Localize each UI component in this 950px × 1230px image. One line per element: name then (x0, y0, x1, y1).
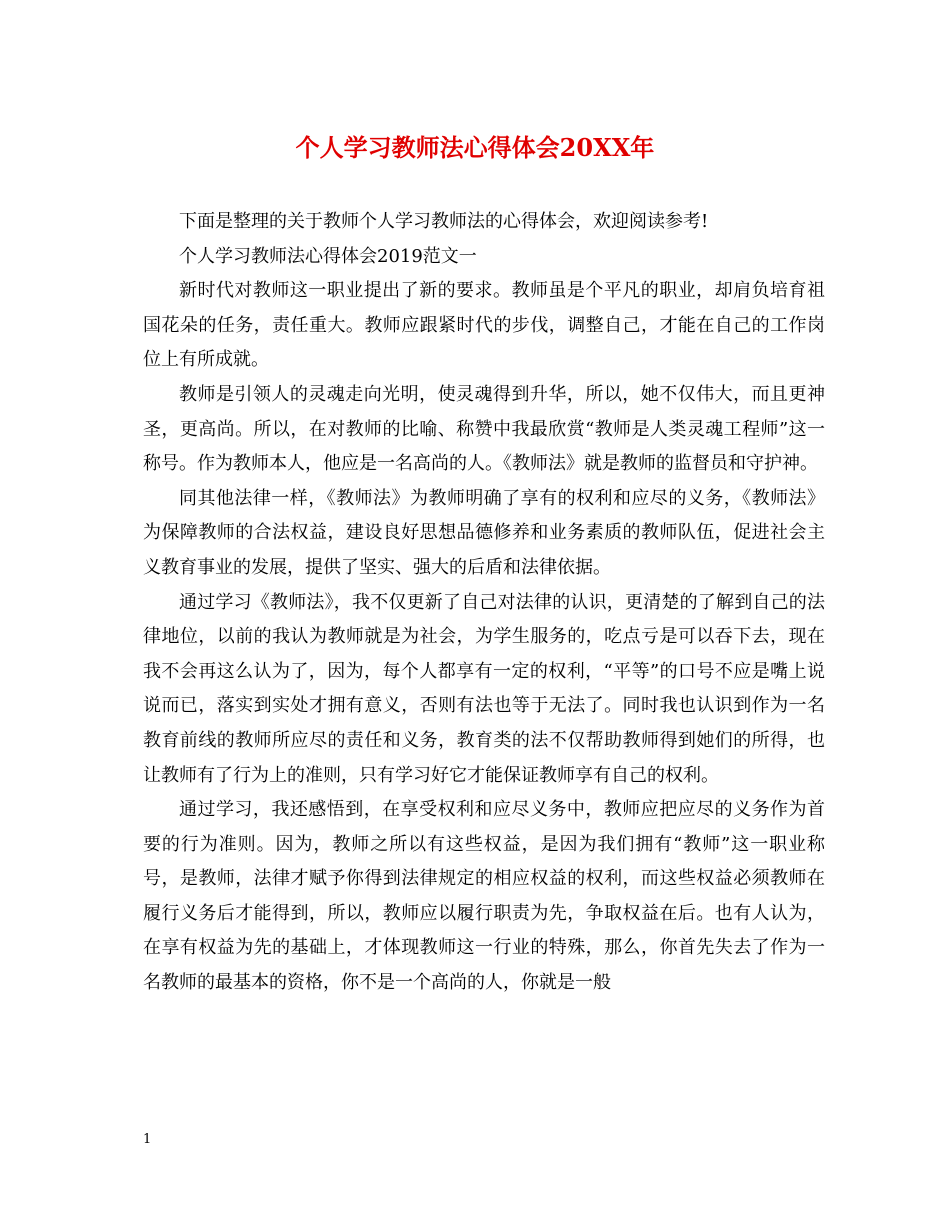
paragraph-intro: 下面是整理的关于教师个人学习教师法的心得体会，欢迎阅读参考! (179, 211, 709, 232)
paragraph-subtitle: 个人学习教师法心得体会2019范文一 (179, 245, 477, 267)
paragraph: 通过学习，我还感悟到，在享受权利和应尽义务中，教师应把应尽的义务作为首要的行为准则。因为，教师之所以有这些权益，是因为我们拥有“教师”这一职业称号，是教师，法律才赋予你得到法律规定的相应权益的权利，而这些权益必须教师在履行义务后才能得到，所以，教师应以履行职责为先，争取权益在后。也有人认为，在享有权益为先的基础上，才体现教师这一行业的特殊，那么，你首先失去了作为一名教师的最基本的资格，你不是一个高尚的人，你就是一般 (143, 799, 825, 994)
paragraph: 同其他法律一样，《教师法》为教师明确了享有的权利和应尽的义务，《教师法》为保障教师的合法权益，建设良好思想品德修养和业务素质的教师队伍，促进社会主义教育事业的发展，提供了坚实、强大的后盾和法律依据。 (143, 487, 825, 578)
paragraph: 教师是引领人的灵魂走向光明，使灵魂得到升华，所以，她不仅伟大，而且更神圣，更高尚。所以，在对教师的比喻、称赞中我最欣赏“教师是人类灵魂工程师”这一称号。作为教师本人，他应是一名高尚的人。《教师法》就是教师的监督员和守护神。 (143, 383, 825, 475)
document-title: 个人学习教师法心得体会20XX年 (295, 133, 655, 162)
page-number: 1 (143, 1132, 152, 1147)
paragraph: 新时代对教师这一职业提出了新的要求。教师虽是个平凡的职业，却肩负培育祖国花朵的任务，责任重大。教师应跟紧时代的步伐，调整自己，才能在自己的工作岗位上有所成就。 (143, 280, 825, 371)
document-body (143, 205, 825, 1001)
paragraph: 通过学习《教师法》，我不仅更新了自己对法律的认识，更清楚的了解到自己的法律地位，以前的我认为教师就是为社会，为学生服务的，吃点亏是可以吞下去，现在我不会再这么认为了，因为，每个人都享有一定的权利，“平等”的口号不应是嘴上说说而已，落实到实处才拥有意义，否则有法也等于无法了。同时我也认识到作为一名教育前线的教师所应尽的责任和义务，教育类的法不仅帮助教师得到她们的所得，也让教师有了行为上的准则，只有学习好它才能保证教师享有自己的权利。 (143, 591, 825, 786)
